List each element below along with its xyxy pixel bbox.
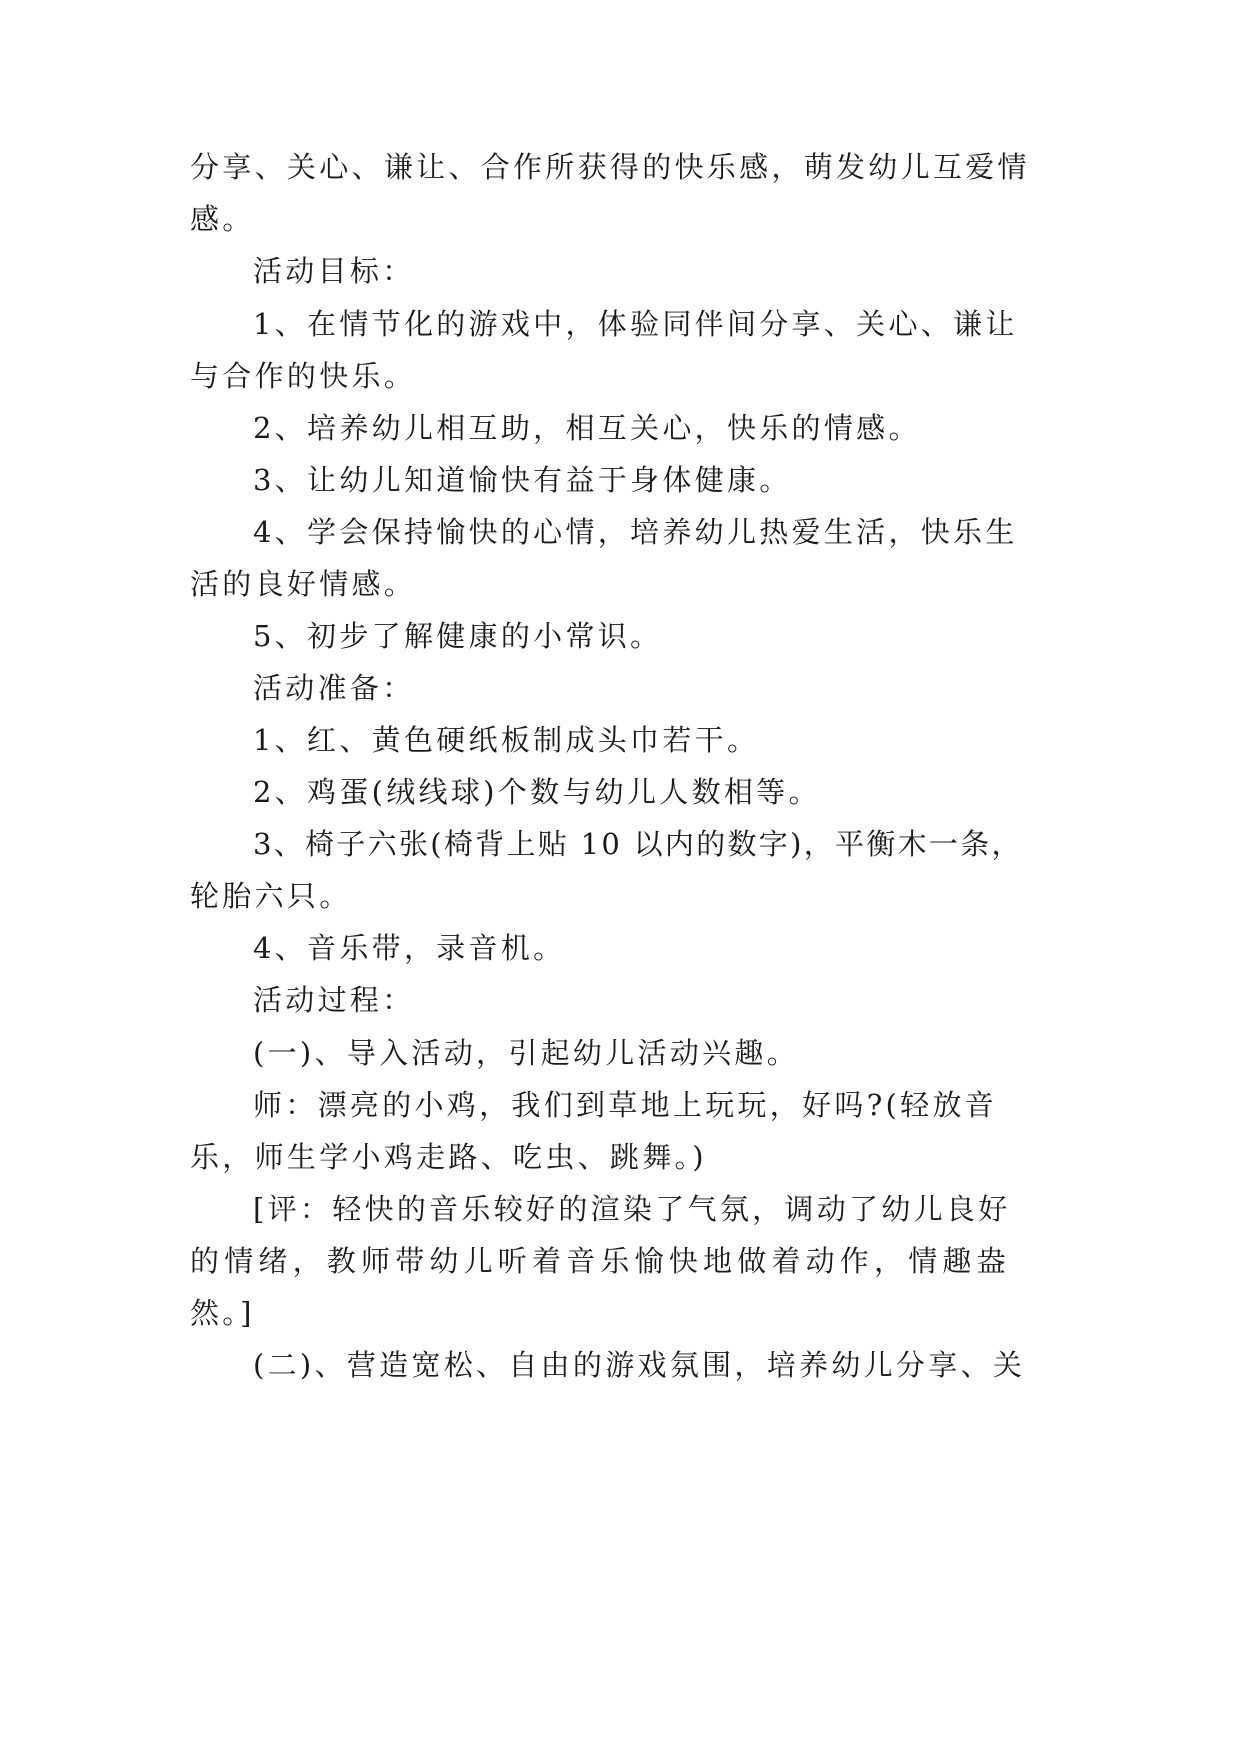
comment-line: [评：轻快的音乐较好的渲染了气氛，调动了幼儿良好	[253, 1192, 1011, 1226]
paragraph-line: 与合作的快乐。	[190, 359, 417, 393]
list-item: 4、学会保持愉快的心情，培养幼儿热爱生活，快乐生	[253, 515, 1018, 549]
paragraph-line: 轮胎六只。	[190, 879, 352, 913]
comment-line: 然。]	[190, 1296, 255, 1330]
list-item: 2、鸡蛋(绒线球)个数与幼儿人数相等。	[253, 775, 821, 809]
section-heading: 活动过程：	[253, 983, 415, 1017]
comment-line: 的情绪，教师带幼儿听着音乐愉快地做着动作，情趣盎	[190, 1244, 1011, 1278]
list-item: 2、培养幼儿相互助，相互关心，快乐的情感。	[253, 411, 921, 445]
paragraph-line: 分享、关心、谦让、合作所获得的快乐感，萌发幼儿互爱情	[190, 150, 1030, 184]
section-heading: 活动准备：	[253, 671, 415, 705]
list-item: 1、红、黄色硬纸板制成头巾若干。	[253, 723, 760, 757]
list-item: 4、音乐带，录音机。	[253, 931, 566, 965]
list-item: (一)、导入活动，引起幼儿活动兴趣。	[253, 1036, 800, 1070]
list-item: 5、初步了解健康的小常识。	[253, 619, 663, 653]
list-item: 3、椅子六张(椅背上贴 10 以内的数字)，平衡木一条，	[253, 827, 1023, 861]
paragraph-line: 乐，师生学小鸡走路、吃虫、跳舞。)	[190, 1140, 707, 1174]
list-item: 3、让幼儿知道愉快有益于身体健康。	[253, 463, 792, 497]
list-item: (二)、营造宽松、自由的游戏氛围，培养幼儿分享、关	[253, 1348, 1026, 1382]
paragraph-line: 感。	[190, 202, 255, 236]
section-heading: 活动目标：	[253, 254, 415, 288]
list-item: 1、在情节化的游戏中，体验同伴间分享、关心、谦让	[253, 307, 1018, 341]
paragraph-line: 师：漂亮的小鸡，我们到草地上玩玩，好吗?(轻放音	[253, 1088, 998, 1122]
paragraph-line: 活的良好情感。	[190, 567, 417, 601]
